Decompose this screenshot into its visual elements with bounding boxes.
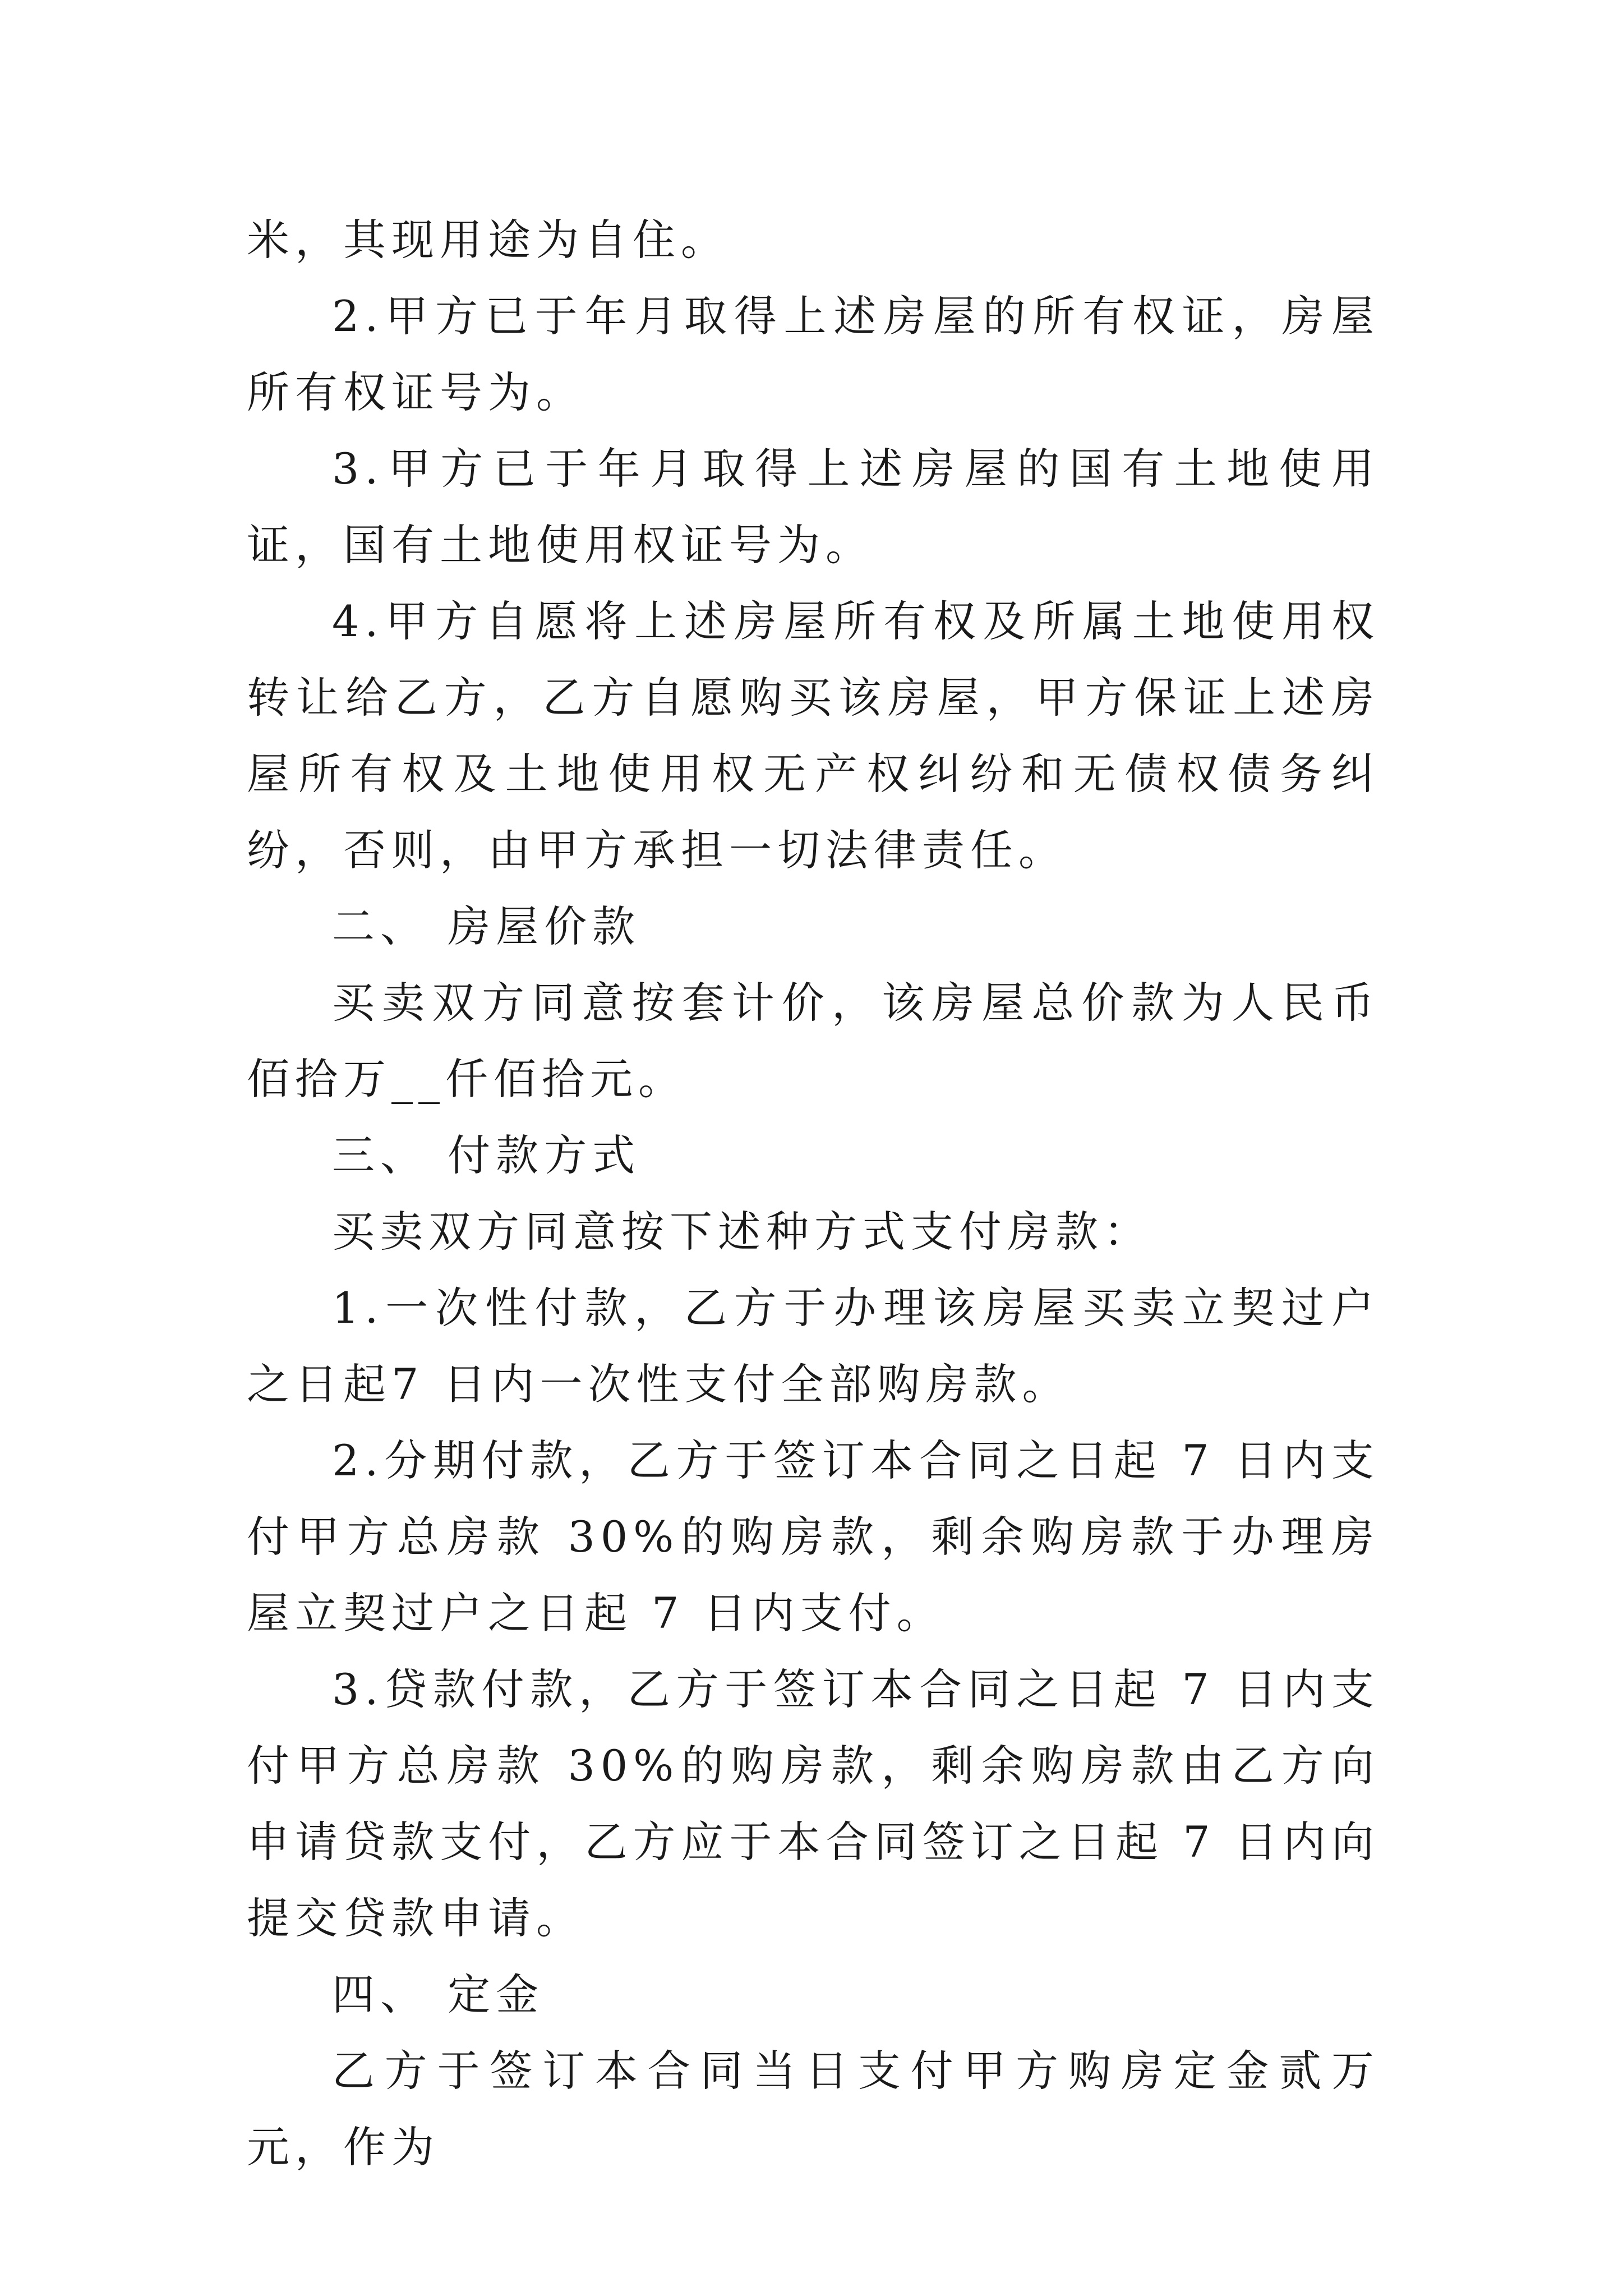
paragraph-price: 买卖双方同意按套计价，该房屋总价款为人民币佰拾万__仟佰拾元。: [247, 978, 1380, 1104]
paragraph-continuation: 米，其现用途为自住。: [247, 215, 729, 265]
paragraph-item-3: 3.甲方已于年月取得上述房屋的国有土地使用证，国有土地使用权证号为。: [247, 444, 1380, 570]
section-heading-price: 二、 房屋价款: [332, 901, 641, 951]
section-heading-payment: 三、 付款方式: [332, 1130, 641, 1180]
contract-body: [247, 202, 1380, 2185]
paragraph-payment-2: 2.分期付款，乙方于签订本合同之日起 7 日内支付甲方总房款 30%的购房款，剩余购房款于办理房屋立契过户之日起 7 日内支付。: [247, 1435, 1380, 1638]
paragraph-payment-3: 3.贷款付款，乙方于签订本合同之日起 7 日内支付甲方总房款 30%的购房款，剩余购房款由乙方向申请贷款支付，乙方应于本合同签订之日起 7 日内向提交贷款申请。: [247, 1664, 1380, 1943]
paragraph-item-4: 4.甲方自愿将上述房屋所有权及所属土地使用权转让给乙方，乙方自愿购买该房屋，甲方保证上述房屋所有权及土地使用权无产权纠纷和无债权债务纠纷，否则，由甲方承担一切法律责任。: [247, 596, 1380, 875]
paragraph-item-2: 2.甲方已于年月取得上述房屋的所有权证，房屋所有权证号为。: [247, 291, 1380, 417]
paragraph-payment-1: 1.一次性付款，乙方于办理该房屋买卖立契过户之日起7 日内一次性支付全部购房款。: [247, 1283, 1380, 1409]
paragraph-deposit: 乙方于签订本合同当日支付甲方购房定金贰万元，作为: [247, 2046, 1380, 2172]
section-heading-deposit: 四、 定金: [332, 1970, 545, 2019]
paragraph-payment-intro: 买卖双方同意按下述种方式支付房款：: [332, 1207, 1152, 1257]
